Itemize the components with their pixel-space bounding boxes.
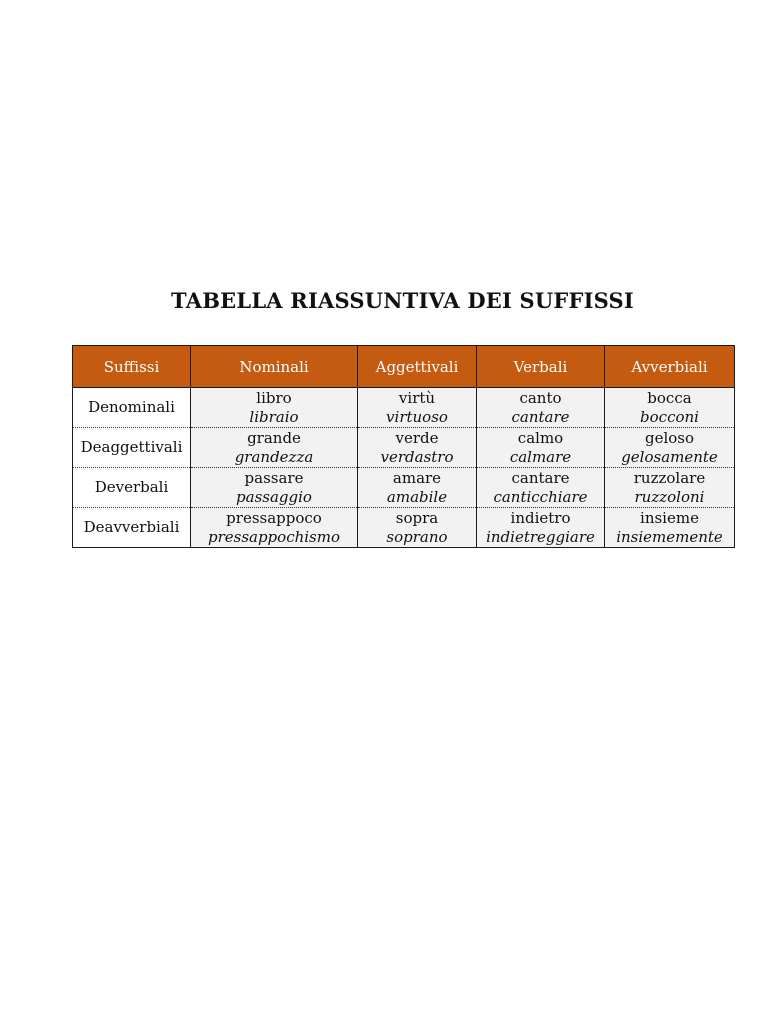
- table-row: [73, 388, 735, 428]
- table-cell: [358, 468, 477, 508]
- table-cell: [477, 428, 605, 468]
- derived-word: ruzzoloni: [634, 487, 705, 506]
- header-cell-suffissi: Suffissi: [73, 346, 191, 388]
- base-word: sopra: [395, 508, 439, 527]
- base-word: geloso: [644, 428, 695, 447]
- derived-word: gelosamente: [621, 447, 718, 466]
- base-word: indietro: [510, 508, 571, 527]
- base-word: libro: [256, 388, 292, 407]
- derived-word: grandezza: [234, 447, 314, 466]
- row-label: Deverbali: [73, 468, 191, 508]
- header-cell-aggettivali: Aggettivali: [358, 346, 477, 388]
- table-row: [73, 508, 735, 548]
- base-word: canto: [519, 388, 562, 407]
- row-label: Deavverbiali: [73, 508, 191, 548]
- base-word: amare: [392, 468, 442, 487]
- derived-word: cantare: [511, 407, 570, 426]
- header-cell-avverbiali: Avverbiali: [605, 346, 735, 388]
- header-cell-verbali: Verbali: [477, 346, 605, 388]
- base-word: virtù: [398, 388, 436, 407]
- base-word: pressappoco: [226, 508, 322, 527]
- table-cell: [191, 388, 358, 428]
- table-row: [73, 428, 735, 468]
- base-word: cantare: [511, 468, 570, 487]
- row-label: Denominali: [73, 388, 191, 428]
- base-word: ruzzolare: [633, 468, 706, 487]
- table-cell: [477, 388, 605, 428]
- table-cell: [358, 388, 477, 428]
- base-word: calmo: [517, 428, 564, 447]
- table-header: [73, 346, 735, 388]
- derived-word: canticchiare: [493, 487, 588, 506]
- derived-word: libraio: [249, 407, 299, 426]
- table-cell: [477, 468, 605, 508]
- header-cell-nominali: Nominali: [191, 346, 358, 388]
- derived-word: amabile: [386, 487, 448, 506]
- base-word: insieme: [640, 508, 699, 527]
- derived-word: insiememente: [616, 527, 723, 546]
- page-title: TABELLA RIASSUNTIVA DEI SUFFISSI: [171, 288, 634, 313]
- table-cell: [191, 428, 358, 468]
- table-cell: [191, 508, 358, 548]
- derived-word: verdastro: [380, 447, 454, 466]
- derived-word: soprano: [386, 527, 448, 546]
- base-word: grande: [247, 428, 301, 447]
- base-word: verde: [395, 428, 439, 447]
- base-word: passare: [244, 468, 304, 487]
- table-cell: [358, 508, 477, 548]
- table-cell: [191, 468, 358, 508]
- table-cell: [605, 508, 735, 548]
- base-word: bocca: [647, 388, 692, 407]
- table-cell: [605, 428, 735, 468]
- derived-word: virtuoso: [386, 407, 448, 426]
- row-label: Deaggettivali: [73, 428, 191, 468]
- derived-word: bocconi: [640, 407, 699, 426]
- table-cell: [605, 388, 735, 428]
- derived-word: pressappochismo: [207, 527, 341, 546]
- table-body: [73, 388, 735, 548]
- suffix-table: [72, 345, 735, 548]
- table-row: [73, 468, 735, 508]
- table-cell: [605, 468, 735, 508]
- derived-word: calmare: [509, 447, 572, 466]
- derived-word: indietreggiare: [486, 527, 595, 546]
- table-cell: [477, 508, 605, 548]
- table-cell: [358, 428, 477, 468]
- header-row: [73, 346, 735, 388]
- derived-word: passaggio: [236, 487, 312, 506]
